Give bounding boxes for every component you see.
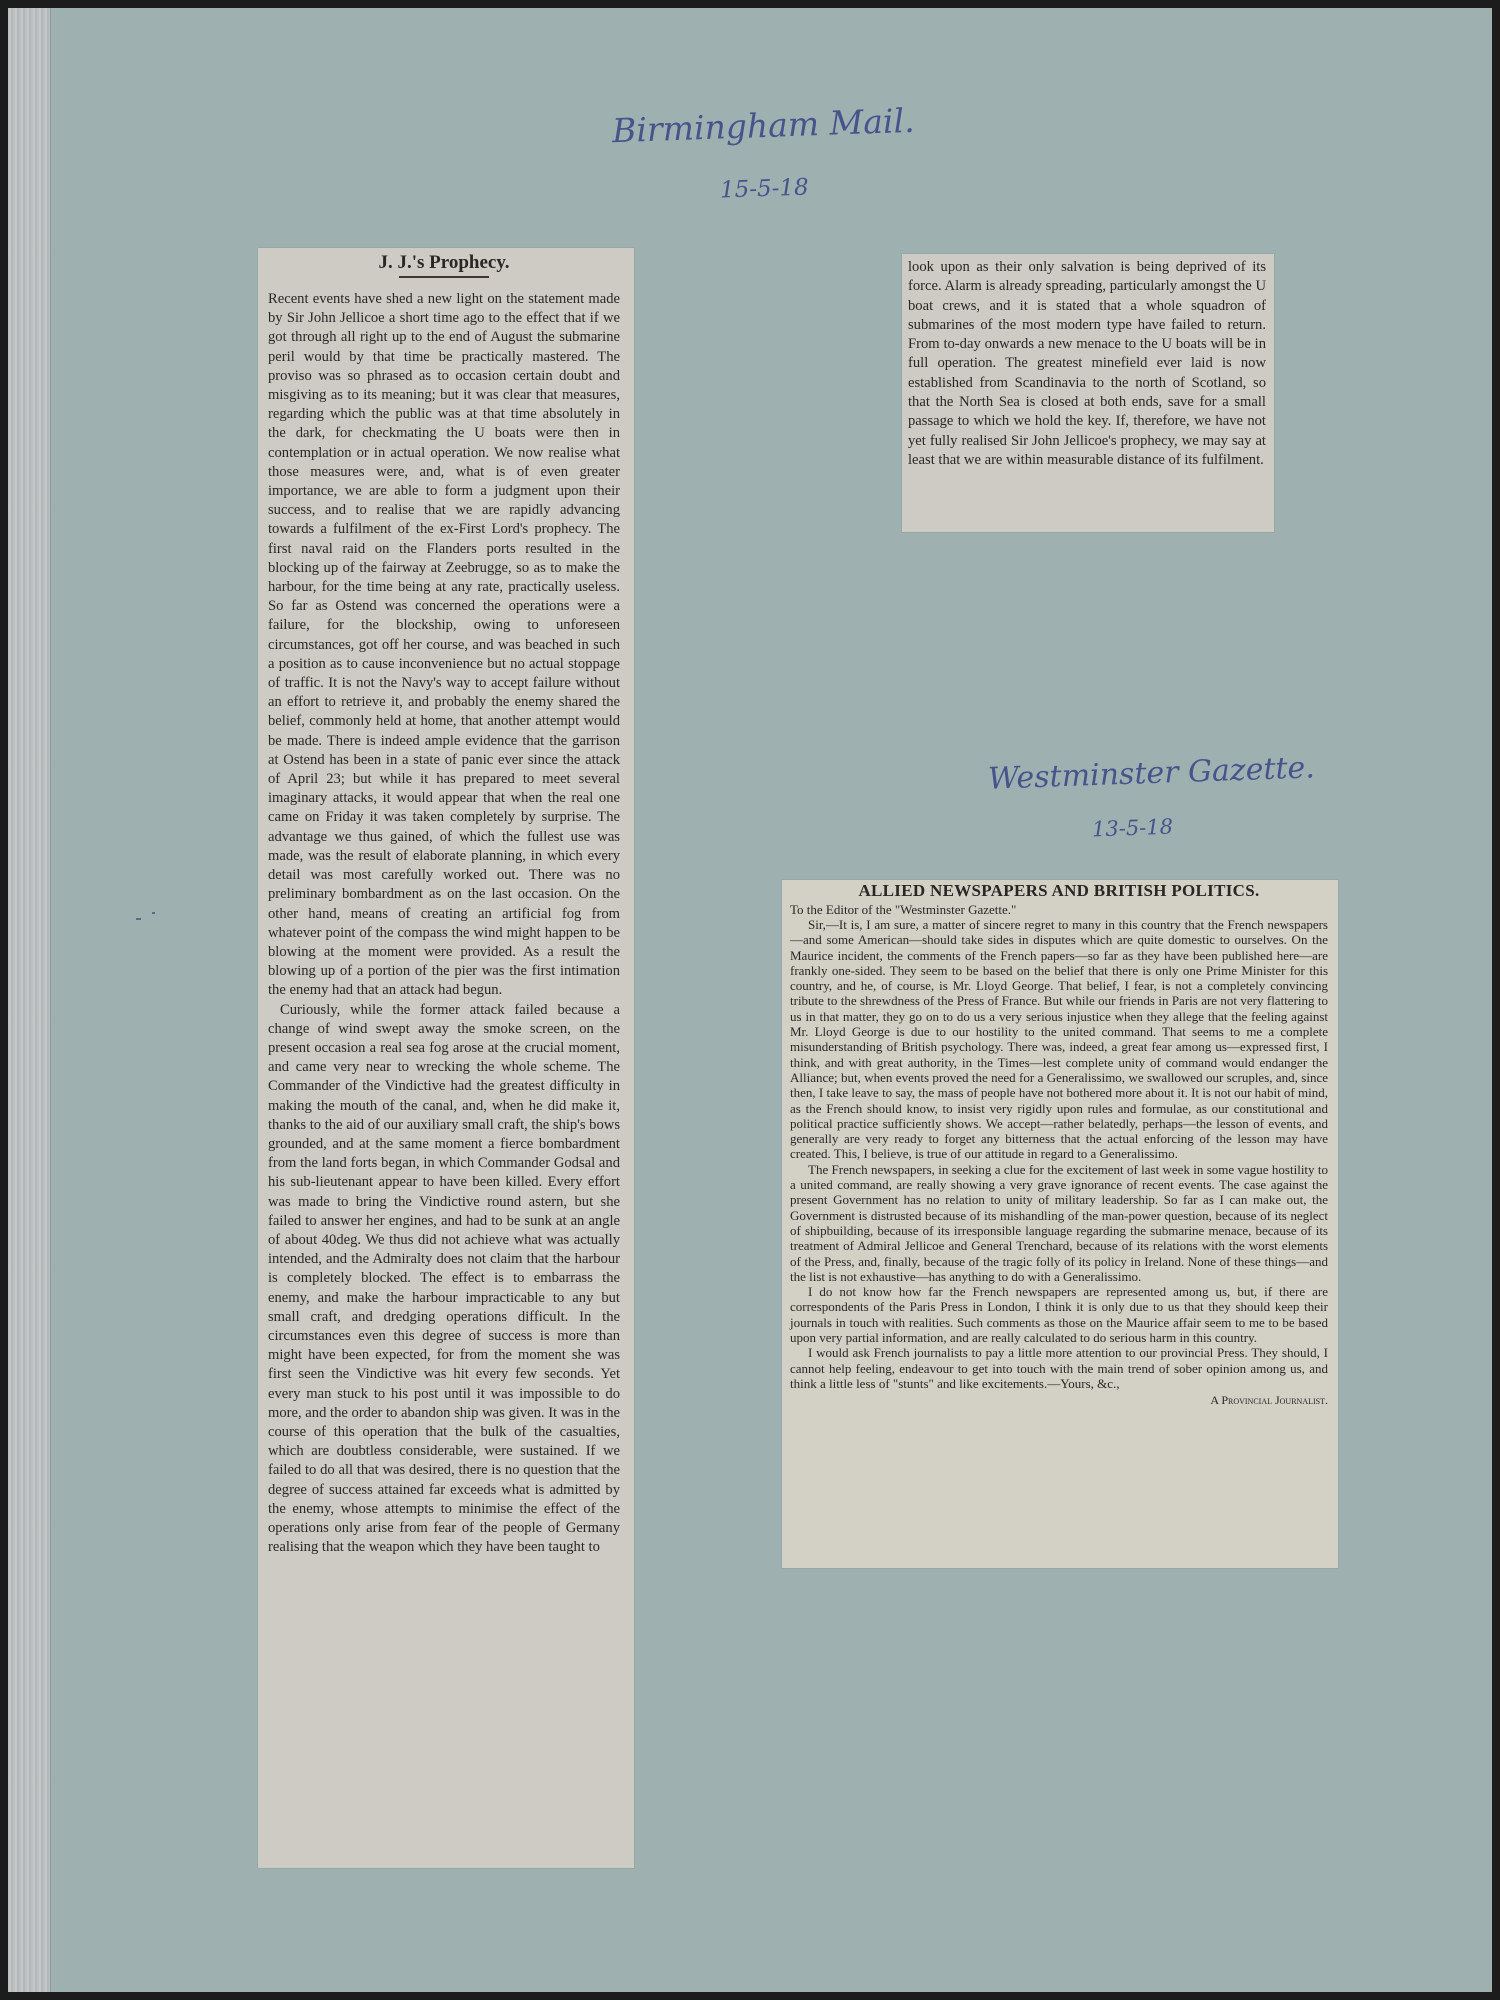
handwritten-source-birmingham: Birmingham Mail. <box>611 100 916 151</box>
handwritten-date-westminster: 13-5-18 <box>1091 814 1174 842</box>
handwritten-date-birmingham: 15-5-18 <box>719 174 810 204</box>
clipping-jj-prophecy-continued <box>902 254 1274 532</box>
page-binding <box>8 8 51 1992</box>
letter-signature: A Provincial Journalist. <box>1210 1393 1328 1408</box>
article-paragraph: Curiously, while the former attack failed because a change of wind swept away the smoke screen, on the present occasion a real sea fog arose at the crucial moment, and came very near to wrecking the whole scheme. The Commander of the Vindictive had the greatest difficulty in making the mouth of the canal, and, when he did make it, thanks to the aid of our auxiliary small craft, the ship's bows grounded, and at the same moment a fierce bombardment from the land forts began, in which Commander Godsal and his sub-lieutenant appear to have been killed. Every effort was made to bring the Vindictive round astern, but she failed to answer her engines, and had to be sunk at an angle of about 40deg. We thus did not achieve what was actually intended, and the Admiralty does not claim that the harbour is completely blocked. The effect is to embarrass the enemy, and make the harbour impracticable to any but small craft, and dredging operations difficult. In the circumstances even this degree of success is more than might have been expected, for from the moment she was first seen the Vindictive was hit every few seconds. Yet every man stuck to his post until it was impossible to do more, and the order to abandon ship was given. It was in the course of this operation that the bulk of the casualties, which are doubtless considerable, were sustained. If we failed to do all that was desired, there is no question that the degree of success attained far exceeds what is admitted by the enemy, whose attempts to minimise the effect of the operations only arise from fear of the people of Germany realising that the weapon which they have been taught to <box>268 1001 620 1556</box>
clipping-title: J. J.'s Prophecy. <box>378 252 510 273</box>
letter-addressee: To the Editor of the "Westminster Gazette." <box>790 902 1017 917</box>
pencil-mark <box>136 918 141 920</box>
article-paragraph: Recent events have shed a new light on the statement made by Sir John Jellicoe a short time ago to the effect that if we got through all right up to the end of August the submarine peril would by that time be practically mastered. The proviso was so phrased as to occasion certain doubt and misgiving as to its meaning; but it was clear that measures, regarding which the public was at that time absolutely in the dark, for checkmating the U boats were then in contemplation or in actual operation. We now realise what those measures were, and, what is of even greater importance, we are able to form a judgment upon their success, and to realise that we are rapidly advancing towards a fulfilment of the ex-First Lord's prophecy. The first naval raid on the Flanders ports resulted in the blocking up of the fairway at Zeebrugge, so as to make the harbour, for the time being at any rate, practically useless. So far as Ostend was concerned the operations were a failure, for the blockship, owing to unforeseen circumstances, got off her course, and was beached in such a position as to cause inconvenience but no actual stoppage of traffic. It is not the Navy's way to accept failure without an effort to retrieve it, and probably the enemy shared the belief, commonly held at home, that another attempt would be made. There is indeed ample evidence that the garrison at Ostend has been in a state of panic ever since the attack of April 23; but while it has prepared to meet several imaginary attacks, it would appear that when the real one came on Friday it was taken completely by surprise. The advantage we thus gained, of which the fullest use was made, was the result of elaborate planning, in which every detail was most carefully worked out. There was no preliminary bombardment as on the last occasion. On the other hand, means of creating an artificial fog from whatever point of the compass the wind might happen to be blowing at the moment were provided. As a result the blowing up of a portion of the pier was the first intimation the enemy had that an attack had begun. <box>268 291 620 999</box>
letter-paragraph: Sir,—It is, I am sure, a matter of sincere regret to many in this country that the French newspapers—and some American—should take sides in disputes which are quite domestic to ourselves. On the Maurice incident, the comments of the French papers—so far as they have been published here—are frankly one-sided. They seem to be based on the belief that there is only one Prime Minister for this country, and he, of course, is Mr. Lloyd George. That belief, I fear, is not a completely convincing tribute to the shrewdness of the Press of France. But while our friends in Paris are not very flattering to us in that matter, they go on to do us a very serious injustice when they allege that the feeling against Mr. Lloyd George is due to our hostility to the united command. That seems to me a complete misunderstanding of British psychology. There was, indeed, a great fear among us—expressed first, I think, and with great authority, in the Times—lest complete unity of command would endanger the Alliance; but, when events proved the need for a Generalissimo, we swallowed our scruples, and, since then, I take leave to say, the mass of people have not bothered more about it. It is not our habit of mind, as the French should know, to insist very rigidly upon rules and formulae, as our constitutional and political practice sufficiently shows. We accept—rather belatedly, perhaps—the lesson of events, and generally are very ready to forget any bitterness that the actual enforcing of the lesson may have created. This, I believe, is true of our attitude in regard to a Generalissimo. <box>790 917 1328 1162</box>
clipping-jj-prophecy <box>258 248 634 1868</box>
article-paragraph: look upon as their only salvation is being deprived of its force. Alarm is already spreading, particularly amongst the U boat crews, and it is stated that a whole squadron of submarines of the most modern type have failed to return. From to-day onwards a new menace to the U boats will be in full operation. The greatest minefield ever laid is now established from Scandinavia to the north of Scotland, so that the North Sea is closed at both ends, save for a small passage to which we hold the key. If, therefore, we have not yet fully realised Sir John Jellicoe's prophecy, we may say at least that we are within measurable distance of its fulfilment. <box>908 259 1266 468</box>
title-rule <box>399 276 489 278</box>
clipping-allied-newspapers <box>782 880 1338 1568</box>
letter-paragraph: The French newspapers, in seeking a clue for the excitement of last week in some vague hostility to a united command, are really showing a very grave ignorance of recent events. The case against the present Government has no relation to unity of military leadership. So far as I can make out, the Government is distrusted because of its mishandling of the man-power question, because of its neglect of shipbuilding, because of its irresponsible language regarding the submarine menace, because of its treatment of Admiral Jellicoe and General Trenchard, because of its relations with the worst elements of the Press, and, finally, because of the tragic folly of its policy in Ireland. None of these things—and the list is not exhaustive—has anything to do with a Generalissimo. <box>790 1161 1328 1284</box>
album-page <box>8 8 1492 1992</box>
handwritten-source-westminster: Westminster Gazette. <box>987 750 1316 797</box>
clipping-title: ALLIED NEWSPAPERS AND BRITISH POLITICS. <box>858 881 1260 900</box>
letter-paragraph: I would ask French journalists to pay a little more attention to our provincial Press. They should, I cannot help feeling, endeavour to get into touch with the main trend of sober opinion among us, and think a little less of "stunts" and like excitements.—Yours, &c., <box>790 1345 1328 1391</box>
letter-paragraph: I do not know how far the French newspapers are represented among us, but, if there are correspondents of the Paris Press in London, I think it is only due to us that they should keep their journals in touch with realities. Such comments as those on the Maurice affair seem to me to be based upon very partial information, and are really calculated to do serious harm in this country. <box>790 1284 1328 1346</box>
pencil-mark <box>152 912 155 914</box>
